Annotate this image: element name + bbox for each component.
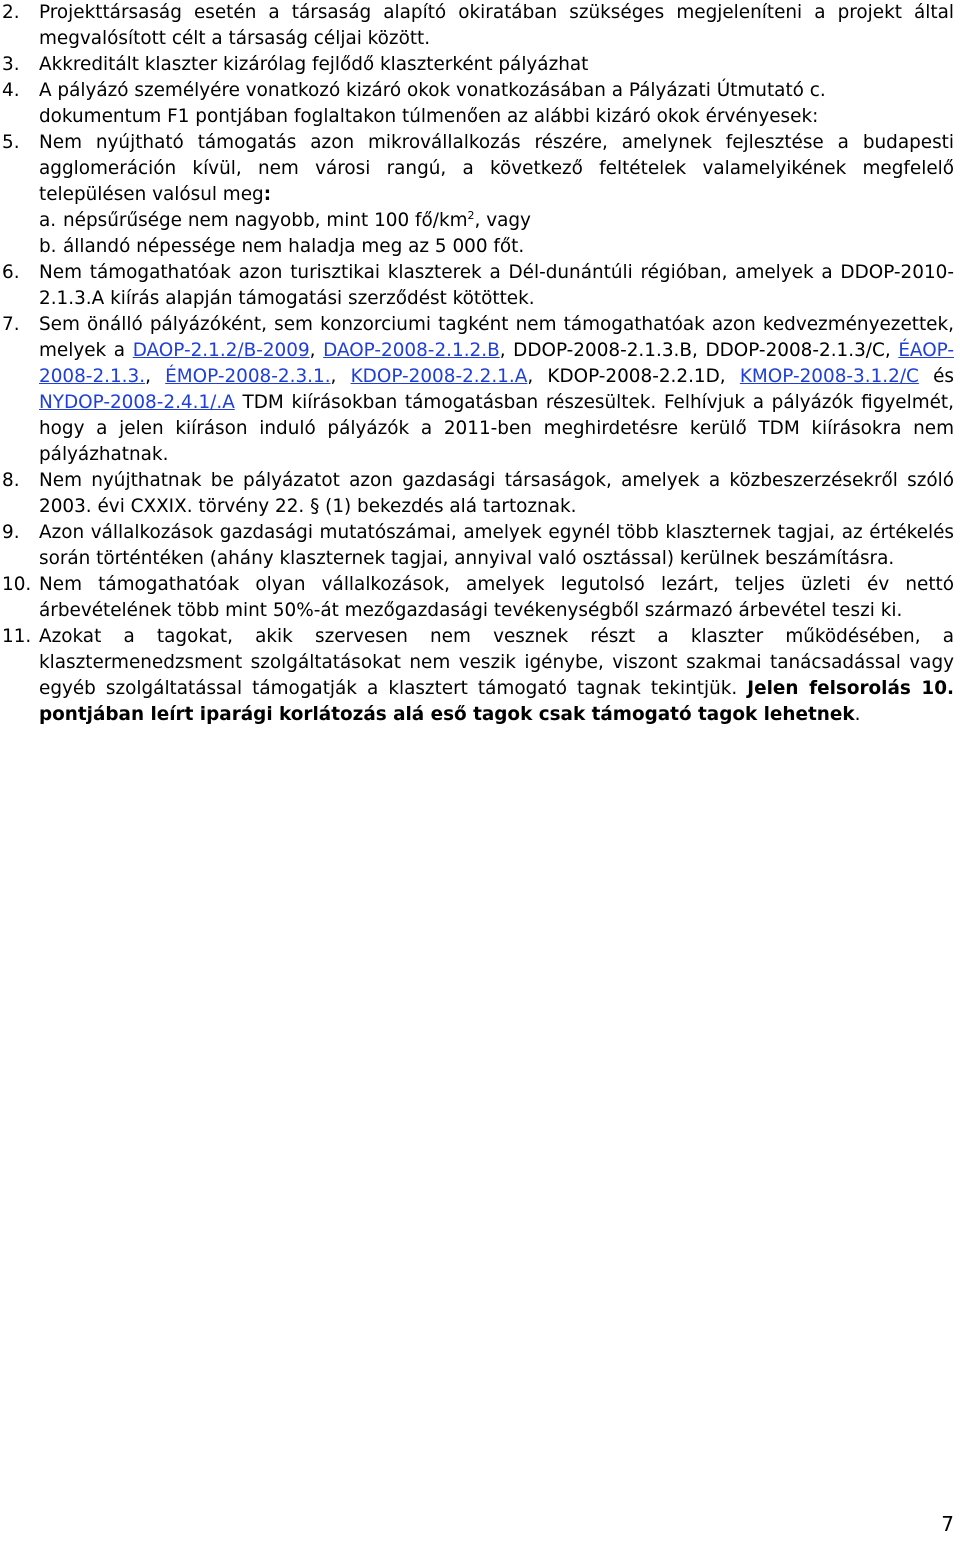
item-number: 9. bbox=[2, 522, 20, 543]
list-item-5 bbox=[2, 130, 954, 208]
list-item-2 bbox=[2, 0, 954, 52]
item-number: 3. bbox=[2, 54, 20, 75]
item-text: A pályázó személyére vonatkozó kizáró okok vonatkozásában a Pályázati Útmutató c. bbox=[39, 80, 826, 101]
item-text: Nem támogathatóak azon turisztikai klaszterek a Dél-dunántúli régióban, amelyek a DDOP-2010-2.1.3.A kiírás alapján támogatási szerződést kötöttek. bbox=[39, 262, 954, 309]
document-body bbox=[2, 0, 954, 728]
list-item-8 bbox=[2, 468, 954, 520]
item-number: 8. bbox=[2, 470, 20, 491]
link-nydop-2008-2-4-1-a[interactable]: NYDOP-2008-2.4.1/.A bbox=[39, 392, 235, 413]
item-number: 11. bbox=[2, 626, 32, 647]
sub-item-b bbox=[39, 234, 954, 260]
item-7-text-start: Sem önálló pályázóként, sem konzorciumi tagként nem támogathatóak azon kedvezményezettek, melyek a bbox=[39, 314, 954, 361]
separator: , bbox=[145, 366, 166, 387]
link-kmop-2008-3-1-2-c[interactable]: KMOP-2008-3.1.2/C bbox=[739, 366, 919, 387]
list-item-4 bbox=[2, 78, 954, 104]
sub-item-letter: b. bbox=[39, 236, 57, 257]
item-11-end: . bbox=[854, 704, 861, 725]
item-5-text: Nem nyújtható támogatás azon mikrovállalkozás részére, amelynek fejlesztése a budapesti agglomeráción kívül, nem városi rangú, a következő feltételek valamelyikének megfelelő településen valósul meg bbox=[39, 132, 954, 205]
item-number: 5. bbox=[2, 132, 20, 153]
item-number: 4. bbox=[2, 80, 20, 101]
list-item-9 bbox=[2, 520, 954, 572]
separator: , bbox=[330, 366, 351, 387]
item-text: Projekttársaság esetén a társaság alapító okiratában szükséges megjeleníteni a projekt által megvalósított célt a társaság céljai között. bbox=[39, 2, 954, 49]
item-text: Akkreditált klaszter kizárólag fejlődő klaszterként pályázhat bbox=[39, 54, 589, 75]
link-daop-2-1-2-b-2009[interactable]: DAOP-2.1.2/B-2009 bbox=[132, 340, 310, 361]
superscript: 2 bbox=[467, 208, 475, 222]
sub-item-text: állandó népessége nem haladja meg az 5 000 főt. bbox=[63, 236, 525, 257]
item-text bbox=[39, 624, 954, 728]
separator: , DDOP-2008-2.1.3.B, DDOP-2008-2.1.3/C, bbox=[499, 340, 899, 361]
item-11-bold-text: Jelen felsorolás 10. pontjában leírt iparági korlátozás alá eső tagok csak támogató tagok lehetnek bbox=[39, 678, 955, 725]
list-item-7 bbox=[2, 312, 954, 468]
item-number: 2. bbox=[2, 2, 20, 23]
sub-item-letter: a. bbox=[39, 210, 57, 231]
item-text bbox=[39, 130, 954, 208]
item-number: 7. bbox=[2, 314, 20, 335]
list-item-10 bbox=[2, 572, 954, 624]
sub-a-text: népsűrűsége nem nagyobb, mint 100 fő/km bbox=[63, 210, 468, 231]
item-text bbox=[39, 312, 954, 468]
sub-item-a bbox=[39, 208, 954, 234]
sub-a-tail: , vagy bbox=[474, 210, 531, 231]
list-item-11 bbox=[2, 624, 954, 728]
separator: , bbox=[309, 340, 324, 361]
list-item-3 bbox=[2, 52, 954, 78]
item-7-text-end: TDM kiírásokban támogatásban részesültek. Felhívjuk a pályázók figyelmét, hogy a jelen kiíráson induló pályázók a 2011-ben meghirdetésre kerülő TDM kiírásokra nem pályázhatnak. bbox=[39, 392, 954, 465]
link-daop-2008-2-1-2-b[interactable]: DAOP-2008-2.1.2.B bbox=[323, 340, 500, 361]
link-emop-2008-2-3-1[interactable]: ÉMOP-2008-2.3.1. bbox=[165, 366, 331, 387]
item-number: 10. bbox=[2, 574, 32, 595]
item-text: Azon vállalkozások gazdasági mutatószámai, amelyek egynél több klaszternek tagjai, az értékelés során történtéken (ahány klaszternek tagjai, annyival való osztással) kerülnek beszámításra. bbox=[39, 522, 954, 569]
item-number: 6. bbox=[2, 262, 20, 283]
item-text: Nem támogathatóak olyan vállalkozások, amelyek legutolsó lezárt, teljes üzleti év nettó árbevételének több mint 50%-át mezőgazdasági tevékenységből származó árbevétel teszi ki. bbox=[39, 574, 954, 621]
link-eaop-2008-2-1-3[interactable]: ÉAOP-2008-2.1.3. bbox=[39, 340, 954, 387]
item-text: Nem nyújthatnak be pályázatot azon gazdasági társaságok, amelyek a közbeszerzésekről szóló 2003. évi CXXIX. törvény 22. § (1) bekezdés alá tartoznak. bbox=[39, 470, 954, 517]
link-kdop-2008-2-2-1-a[interactable]: KDOP-2008-2.2.1.A bbox=[350, 366, 528, 387]
list-item-4-continuation: dokumentum F1 pontjában foglaltakon túlmenően az alábbi kizáró okok érvényesek: bbox=[39, 106, 819, 127]
list-item-6 bbox=[2, 260, 954, 312]
sub-item-text bbox=[63, 208, 531, 234]
page-number: 7 bbox=[941, 1512, 954, 1536]
item-5-colon: : bbox=[263, 184, 272, 205]
item-11-text: Azokat a tagokat, akik szervesen nem vesznek részt a klaszter működésében, a klasztermenedzsment szolgáltatásokat nem veszik igénybe, viszont szakmai tanácsadással vagy egyéb szolgáltatással támogatják a klasztert támogató tagnak tekintjük. bbox=[39, 626, 954, 699]
separator: és bbox=[918, 366, 954, 387]
separator: , KDOP-2008-2.2.1D, bbox=[527, 366, 740, 387]
